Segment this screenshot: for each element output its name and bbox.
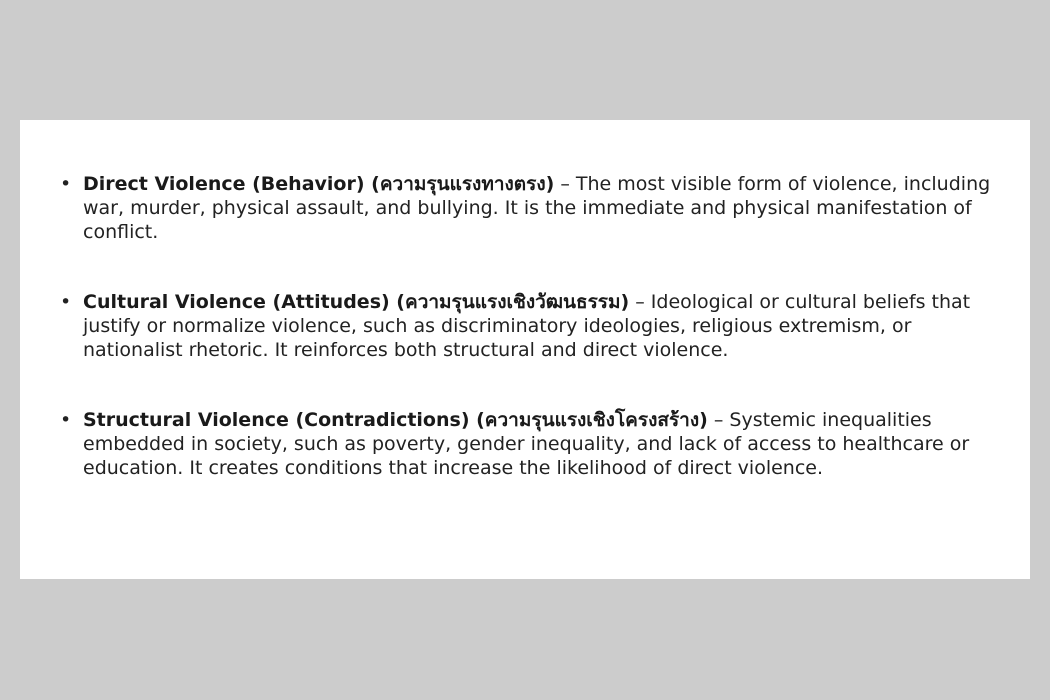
term-direct-violence: Direct Violence (Behavior) (ความรุนแรงทางตรง) xyxy=(83,173,555,195)
content-card xyxy=(20,120,1030,579)
bullet-icon: • xyxy=(60,291,72,313)
description-direct-violence: The most visible form of violence, including war, murder, physical assault, and bullying. It is the immediate and physical manifestation of conflict. xyxy=(83,173,991,243)
term-cultural-violence: Cultural Violence (Attitudes) (ความรุนแรงเชิงวัฒนธรรม) xyxy=(83,291,630,313)
separator: – xyxy=(707,409,730,431)
separator: – xyxy=(554,173,576,195)
description-cultural-violence: Ideological or cultural beliefs that justify or normalize violence, such as discriminatory ideologies, religious extremism, or nationalist rhetoric. It reinforces both structural and direct violence. xyxy=(83,291,971,361)
bullet-icon: • xyxy=(60,409,72,431)
violence-types-list xyxy=(60,172,995,480)
list-item-structural-violence xyxy=(60,408,995,480)
list-item-cultural-violence xyxy=(60,290,995,362)
bullet-icon: • xyxy=(60,173,72,195)
list-item-direct-violence xyxy=(60,172,995,244)
separator: – xyxy=(629,291,651,313)
term-structural-violence: Structural Violence (Contradictions) (ความรุนแรงเชิงโครงสร้าง) xyxy=(83,409,708,431)
description-structural-violence: Systemic inequalities embedded in society, such as poverty, gender inequality, and lack of access to healthcare or education. It creates conditions that increase the likelihood of direct violence. xyxy=(83,409,970,479)
